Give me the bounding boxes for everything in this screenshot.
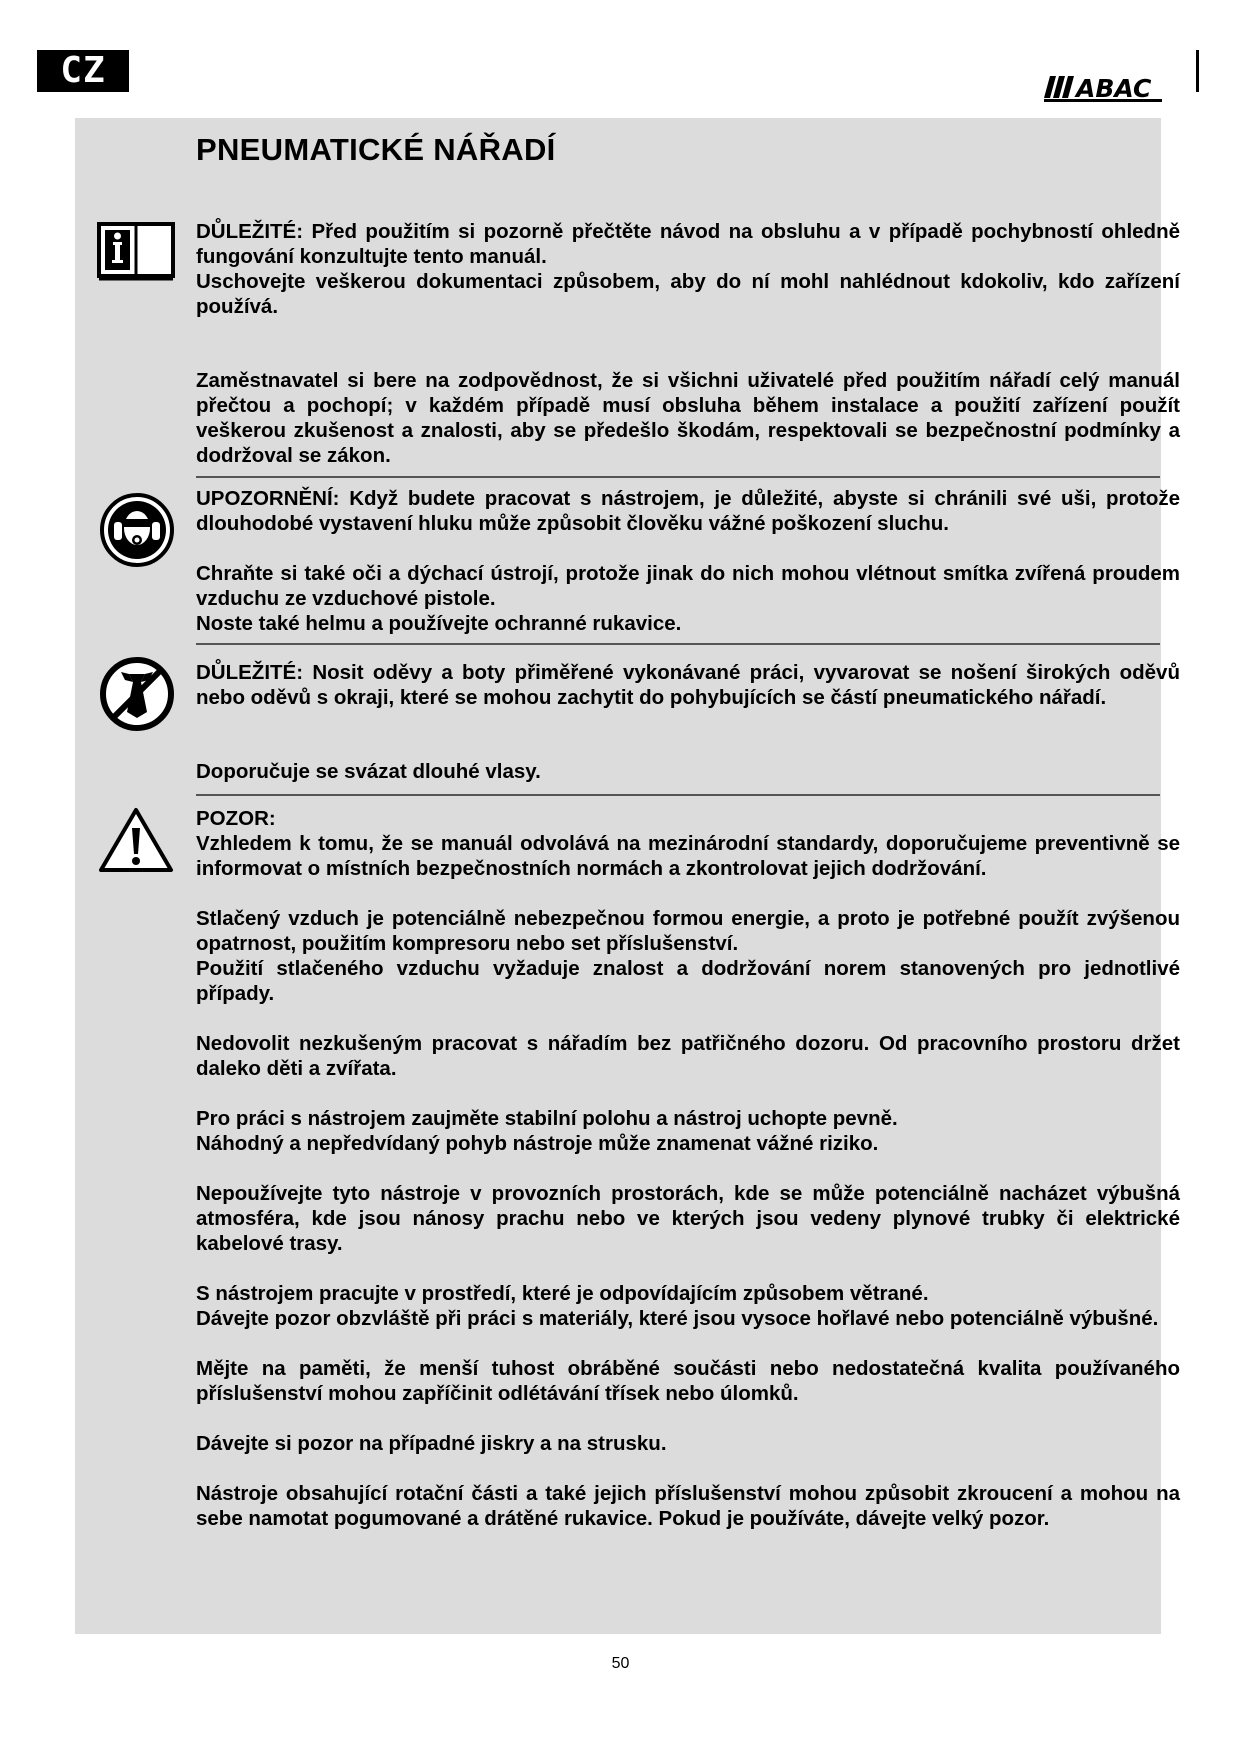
no-loose-clothing-icon: [99, 656, 175, 732]
warning-triangle-icon: [98, 806, 174, 874]
section-divider: [196, 643, 1160, 645]
brand-text: ABAC: [1076, 74, 1152, 103]
eye-protection-text: Chraňte si také oči a dýchací ústrojí, protože jinak do nich mohou vlétnout smítka zvířená proudem vzduchu ze vzduchové pistole. Noste také helmu a používejte ochranné rukavice.: [196, 562, 1180, 635]
noise-warning-text: UPOZORNĚNÍ: Když budete pracovat s nástrojem, je důležité, abyste si chránili své uši, protože dlouhodobé vystavení hluku může způsobit člověku vážné poškození sluchu.: [196, 487, 1180, 535]
caution-label: POZOR:: [196, 807, 276, 830]
important-manual-text: DŮLEŽITÉ: Před použitím si pozorně přečtěte návod na obsluhu a v případě pochybností ohledně fungování konzultujte tento manuál. Uschovejte veškerou dokumentaci způsobem, aby do ní mohl nahlédnout kdokoliv, kdo zařízení používá.: [196, 220, 1180, 318]
hearing-protection-icon: [99, 492, 175, 568]
abac-logo: [1044, 72, 1164, 104]
long-hair-text: Doporučuje se svázat dlouhé vlasy.: [196, 760, 541, 783]
page-title: PNEUMATICKÉ NÁŘADÍ: [196, 132, 556, 167]
read-manual-icon: [96, 221, 176, 283]
header-divider: [1196, 50, 1199, 92]
language-badge: CZ: [37, 50, 129, 92]
section-divider: [196, 476, 1160, 478]
clothing-warning-text: DŮLEŽITÉ: Nosit oděvy a boty přiměřené vykonávané práci, vyvarovat se nošení širokých oděvů nebo oděvů s okraji, které se mohou zachytit do pohybujících se částí pneumatického nářadí.: [196, 661, 1180, 709]
section-divider: [196, 794, 1160, 796]
employer-responsibility-text: Zaměstnavatel si bere na zodpovědnost, že si všichni uživatelé před použitím nářadí celý manuál přečtou a pochopí; v každém případě musí obsluha během instalace a použití zařízení použít veškerou zkušenost a znalosti, aby se předešlo škodám, respektovali se bezpečnostní podmínky a dodržoval se zákon.: [196, 369, 1180, 467]
caution-text: POZOR: Vzhledem k tomu, že se manuál odvolává na mezinárodní standardy, doporučujeme preventivně se informovat o místních bezpečnostních normách a zkontrolovat jejich dodržování. Stlačený vzduch je potenciálně nebezpečnou formou energie, a proto je potřebné použít zvýšenou opatrnost, použitím kompresoru nebo set příslušenství. Použití stlačeného vzduchu vyžaduje znalost a dodržování norem stanovených pro jednotlivé případy. Nedovolit nezkušeným pracovat s nářadím bez patřičného dozoru. Od pracovního prostoru držet daleko děti a zvířata. Pro práci s nástrojem zaujměte stabilní polohu a nástroj uchopte pevně. Náhodný a nepředvídaný pohyb nástroje může znamenat vážné riziko. Nepoužívejte tyto nástroje v provozních prostorách, kde se může potenciálně nacházet výbušná atmosféra, kde jsou nánosy prachu nebo ve kterých jsou vedeny plynové trubky či elektrické kabelové trasy. S nástrojem pracujte v prostředí, které je odpovídajícím způsobem větrané. Dávejte pozor obzvláště při práci s materiály, které jsou vysoce hořlavé nebo potenciálně výbušné. Mějte na paměti, že menší tuhost obráběné součásti nebo nedostatečná kvalita používaného příslušenství mohou zapříčinit odlétávání třísek nebo úlomků. Dávejte si pozor na případné jiskry a na strusku. Nástroje obsahující rotační části a také jejich příslušenství mohou způsobit zkroucení a mohou na sebe namotat pogumované a drátěné rukavice. Pokud je používáte, dávejte velký pozor.: [196, 807, 1180, 1530]
page-number: 50: [611, 1655, 630, 1672]
